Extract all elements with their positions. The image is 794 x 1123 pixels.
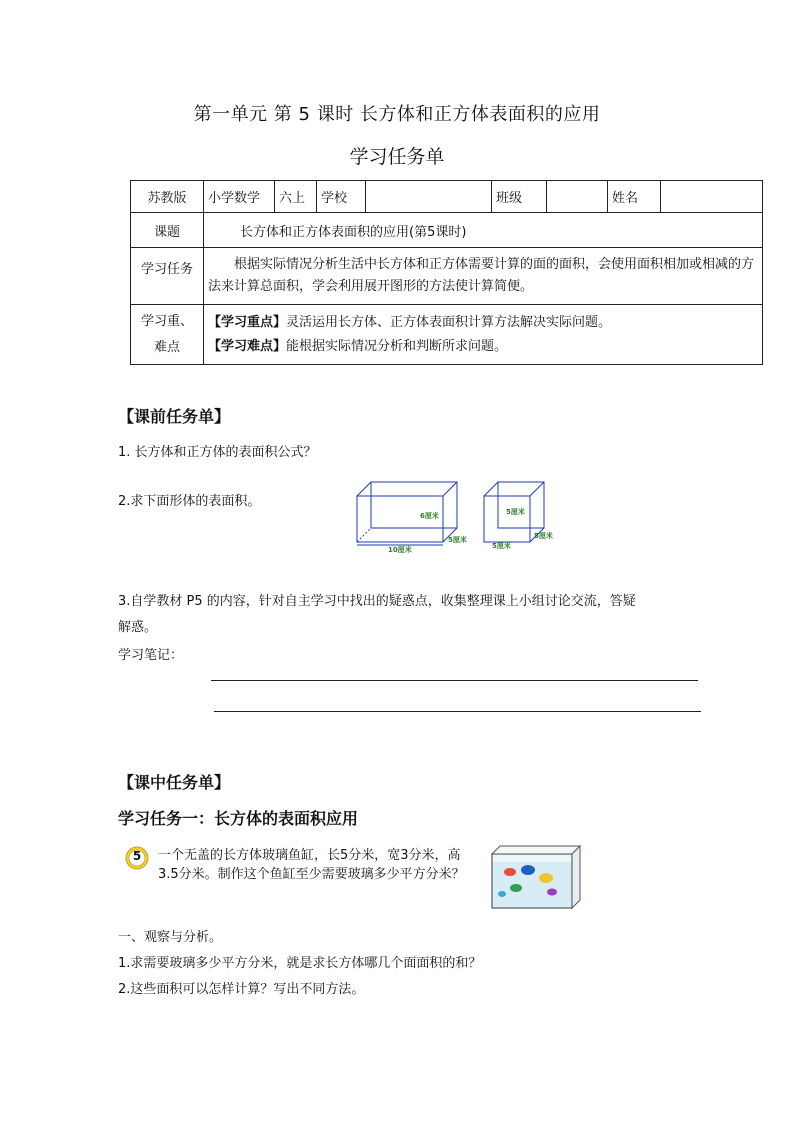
class-field[interactable] [547,181,608,213]
solids-figure [350,476,570,554]
cube-height-label: 5厘米 [506,508,525,516]
in-class-heading: 【课中任务单】 [118,773,231,792]
page-subtitle: 学习任务单 [349,146,445,168]
focus-text: 灵活运用长方体、正方体表面积计算方法解决实际问题。 [286,314,612,330]
observe-heading: 一、观察与分析。 [118,930,223,945]
pre-class-q3-line1: 3.自学教材 P5 的内容，针对自主学习中找出的疑惑点，收集整理课上小组讨论交流，答疑 [118,594,636,609]
pre-class-q2: 2.求下面形体的表面积。 [118,494,261,509]
cube-depth-label: 5厘米 [534,532,553,540]
page-title: 第一单元 第 5 课时 长方体和正方体表面积的应用 [193,104,601,125]
cube-front-label: 5厘米 [492,542,511,550]
example-problem [158,846,465,884]
problem-line-2: 3.5分米。制作这个鱼缸至少需要玻璃多少平方分米？ [158,867,465,882]
pre-class-heading: 【课前任务单】 [118,407,231,426]
subject-cell: 小学数学 [204,181,275,213]
focus-tag: 【学习重点】 [208,314,287,330]
task1-title: 学习任务一：长方体的表面积应用 [118,809,359,828]
difficulty-text: 能根据实际情况分析和判断所求问题。 [286,338,508,354]
difficulty-tag: 【学习难点】 [208,338,287,354]
problem-line-1: 一个无盖的长方体玻璃鱼缸，长5分米，宽3分米，高 [158,848,461,863]
pre-class-q1: 1. 长方体和正方体的表面积公式？ [118,445,317,460]
task-value: 根据实际情况分析生活中长方体和正方体需要计算的面的面积，会使用面积相加或相减的方法来计算总面积，学会利用展开图形的方法使计算简便。 [204,248,763,305]
name-label: 姓名 [608,181,661,213]
info-table [130,180,763,365]
in-class-q2: 2.这些面积可以怎样计算？写出不同方法。 [118,982,365,997]
topic-value: 长方体和正方体表面积的应用(第5课时) [204,213,763,248]
fish-tank-illustration [488,842,583,912]
topic-label: 课题 [131,213,204,248]
keypoint-value [204,305,763,365]
notes-line-2[interactable] [214,711,701,712]
school-field[interactable] [366,181,492,213]
keypoint-label [131,305,204,365]
school-label: 学校 [317,181,366,213]
class-label: 班级 [492,181,547,213]
cuboid-width-label: 5厘米 [448,536,467,544]
grade-cell: 六上 [275,181,317,213]
example-number: 5 [132,849,142,863]
notes-line-1[interactable] [211,680,698,681]
notes-label: 学习笔记： [118,648,184,663]
keypoint-label-line2: 难点 [153,339,180,355]
keypoint-label-line1: 学习重、 [140,313,193,329]
example-number-badge [124,845,150,871]
task-label: 学习任务 [131,248,204,305]
pre-class-q3-line2: 解惑。 [118,620,158,635]
in-class-q1: 1.求需要玻璃多少平方分米，就是求长方体哪几个面面积的和？ [118,956,482,971]
cuboid-height-label: 6厘米 [420,512,439,520]
publisher-cell: 苏教版 [131,181,204,213]
cuboid-shape [357,482,457,542]
cuboid-length-label: 10厘米 [388,546,412,554]
name-field[interactable] [661,181,763,213]
